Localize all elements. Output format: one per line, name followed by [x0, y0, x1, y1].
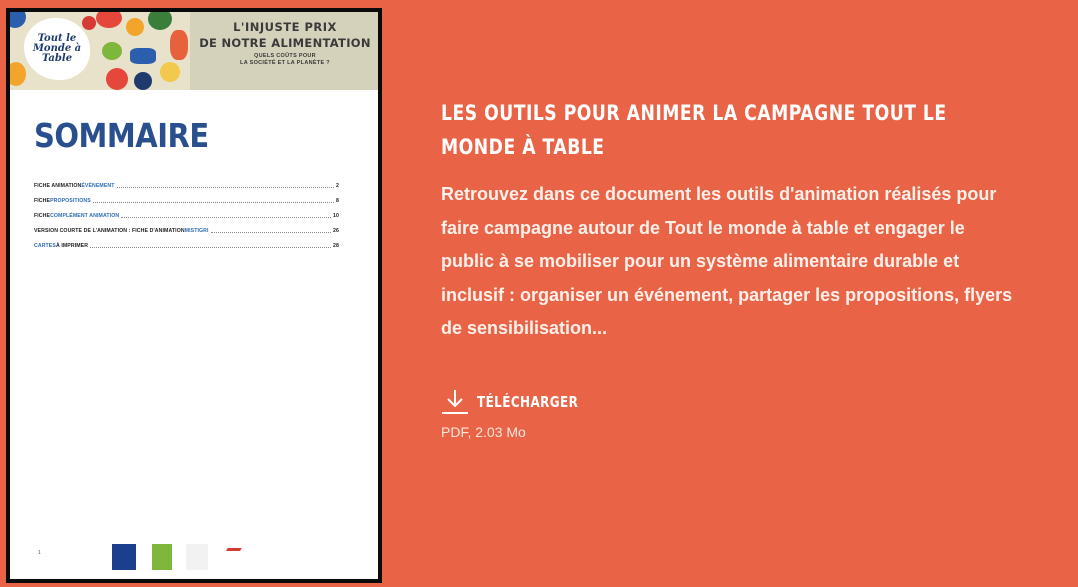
toc-row-text-end: À IMPRIMER: [55, 243, 89, 249]
toc-page-number: 2: [336, 183, 339, 189]
toc-row-text: FICHE: [34, 198, 51, 204]
file-info: PDF, 2.03 Mo: [441, 424, 526, 440]
resource-content: [441, 96, 1031, 346]
resource-title: LES OUTILS POUR ANIMER LA CAMPAGNE TOUT LE MONDE À TABLE: [441, 101, 947, 159]
download-label: TÉLÉCHARGER: [477, 393, 579, 411]
toc-row-text: FICHE ANIMATION: [34, 183, 82, 189]
resource-description: Retrouvez dans ce document les outils d'animation réalisés pour faire campagne autour de Tout le monde à table et engager le public à se mobiliser pour un système alimentaire durable et inclusif : organiser un événement, partager les propositions, flyers de sensibilisation...: [441, 184, 1013, 338]
toc-dot-leader: [93, 202, 334, 203]
civam-logo: [152, 544, 172, 570]
toc-dot-leader: [121, 217, 331, 218]
campaign-logo: [24, 18, 90, 80]
toc-row-text: VERSION COURTE DE L'ANIMATION : FICHE D'ANIMATION: [34, 228, 185, 234]
secours-catholique-logo: [112, 544, 136, 570]
banner-line-2: DE NOTRE ALIMENTATION: [199, 36, 371, 50]
cover-banner: [10, 12, 378, 90]
document-preview[interactable]: [6, 8, 382, 583]
toc-row-highlight: PROPOSITIONS: [50, 198, 91, 204]
toc-page-number: 26: [333, 228, 339, 234]
download-link[interactable]: [441, 388, 604, 416]
contents-heading: SOMMAIRE: [34, 116, 209, 156]
toc-dot-leader: [117, 187, 334, 188]
toc-page-number: 8: [336, 198, 339, 204]
toc-dot-leader: [211, 232, 331, 233]
banner-line-1: L'INJUSTE PRIX: [233, 20, 337, 34]
toc-row-highlight: CARTES: [34, 243, 56, 249]
partner-logos: [112, 542, 272, 572]
toc-page-number: 10: [333, 213, 339, 219]
campaign-logo-text: Tout le Monde à Table: [32, 33, 82, 64]
toc-row-text: FICHE: [34, 213, 51, 219]
diabetiques-federation-logo: [220, 548, 260, 570]
toc-page-number: 28: [333, 243, 339, 249]
table-of-contents: [34, 174, 339, 249]
toc-dot-leader: [90, 247, 331, 248]
document-cover-page: [10, 12, 378, 579]
toc-row-highlight: ÉVÉNEMENT: [81, 183, 115, 189]
toc-row-highlight: COMPLÉMENT ANIMATION: [50, 213, 120, 219]
toc-row: [34, 189, 339, 204]
toc-row: [34, 174, 339, 189]
banner-subtitle: [196, 53, 374, 67]
banner-title: [196, 20, 374, 67]
food-collage-illustration: [10, 12, 190, 90]
solidarite-paysans-logo: [186, 544, 208, 570]
toc-row: [34, 234, 339, 249]
banner-subtitle-line-2: LA SOCIÉTÉ ET LA PLANÈTE ?: [240, 60, 330, 66]
page-number: 1: [38, 550, 41, 556]
toc-row: [34, 219, 339, 234]
toc-row: [34, 204, 339, 219]
toc-row-highlight: MISTIGRI: [184, 228, 209, 234]
banner-subtitle-line-1: QUELS COÛTS POUR: [254, 53, 316, 59]
download-icon: [441, 388, 469, 416]
